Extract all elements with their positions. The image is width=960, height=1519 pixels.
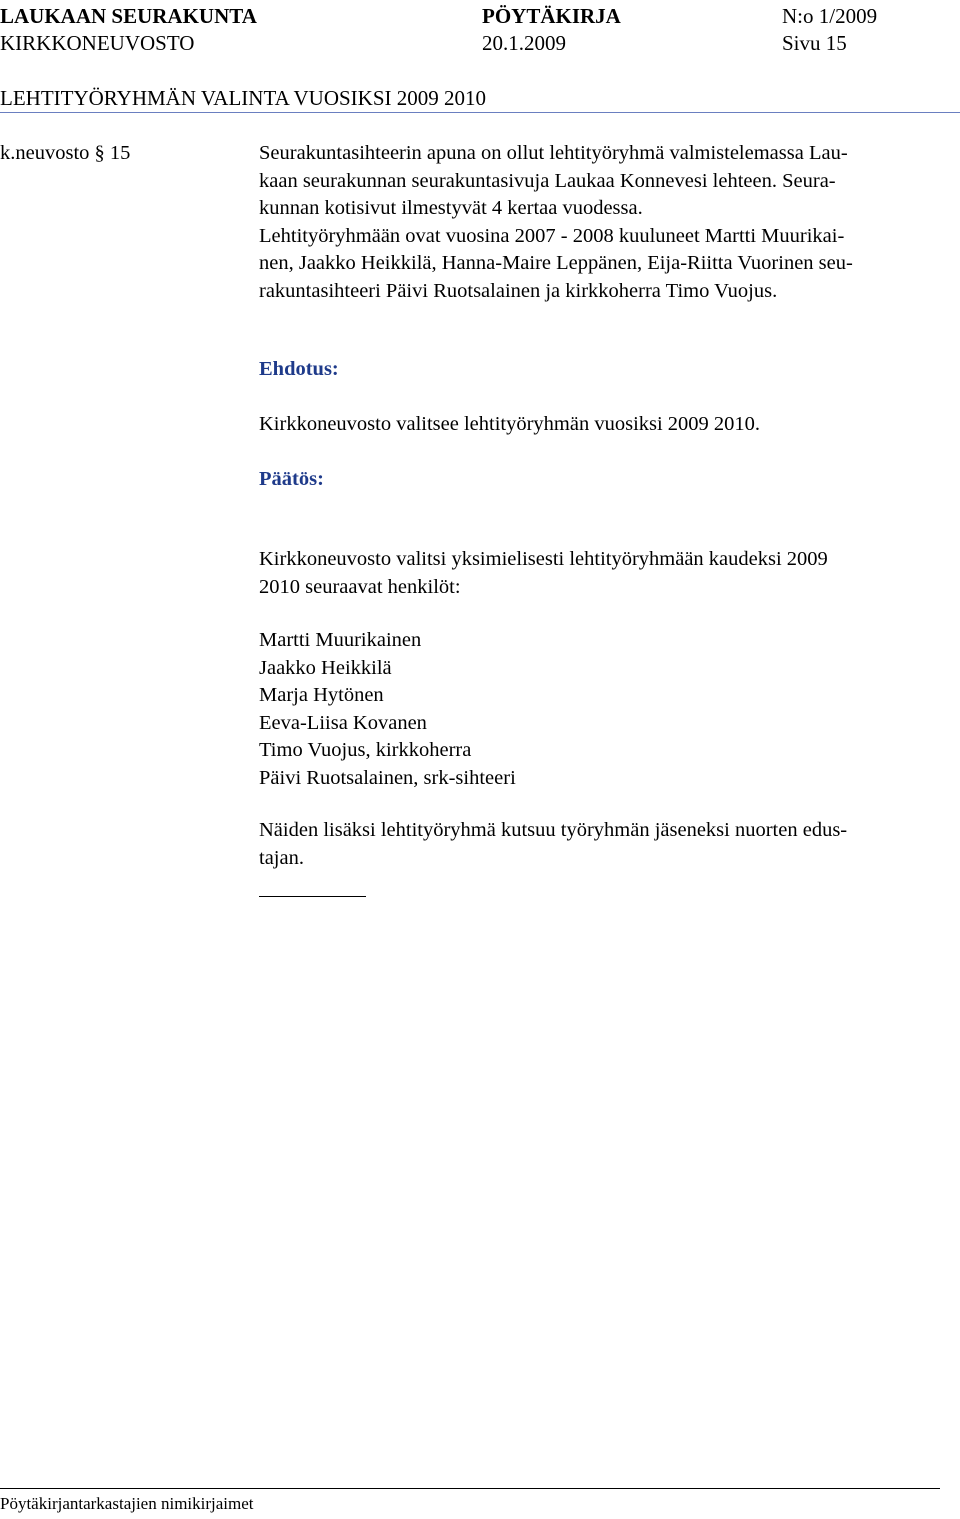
end-rule <box>259 896 366 897</box>
governing-body: KIRKKONEUVOSTO <box>0 31 195 55</box>
footer-initials-label: Pöytäkirjantarkastajien nimikirjaimet <box>0 1494 254 1513</box>
closing-paragraph <box>259 817 847 872</box>
proposal-text: Kirkkoneuvosto valitsee lehtityöryhmän vuosiksi 2009 2010. <box>259 413 761 435</box>
decision-line: 2010 seuraavat henkilöt: <box>259 575 461 598</box>
section-reference: k.neuvosto § 15 <box>0 142 131 164</box>
member-item: Timo Vuojus, kirkkoherra <box>259 739 472 761</box>
section-title: LEHTITYÖRYHMÄN VALINTA VUOSIKSI 2009 2010 <box>0 86 486 110</box>
member-list <box>259 627 516 792</box>
proposal-heading: Ehdotus: <box>259 358 339 380</box>
member-item: Marja Hytönen <box>259 684 384 706</box>
document-type: PÖYTÄKIRJA <box>482 4 621 28</box>
intro-line: kaan seurakunnan seurakuntasivuja Laukaa Konnevesi lehteen. Seura- <box>259 169 836 192</box>
page-number: Sivu 15 <box>782 31 847 55</box>
intro-line: rakuntasihteeri Päivi Ruotsalainen ja kirkkoherra Timo Vuojus. <box>259 279 778 302</box>
member-item: Jaakko Heikkilä <box>259 656 392 679</box>
decision-paragraph <box>259 546 828 601</box>
member-item: Päivi Ruotsalainen, srk-sihteeri <box>259 766 516 789</box>
intro-line: Lehtityöryhmään ovat vuosina 2007 - 2008 kuuluneet Martti Muurikai- <box>259 224 845 247</box>
member-item: Martti Muurikainen <box>259 629 422 651</box>
member-item: Eeva-Liisa Kovanen <box>259 711 427 734</box>
intro-line: Seurakuntasihteerin apuna on ollut lehtityöryhmä valmistelemassa Lau- <box>259 142 848 164</box>
intro-line: nen, Jaakko Heikkilä, Hanna-Maire Leppänen, Eija-Riitta Vuorinen seu- <box>259 252 853 274</box>
decision-line: Kirkkoneuvosto valitsi yksimielisesti lehtityöryhmään kaudeksi 2009 <box>259 548 828 570</box>
organization-name: LAUKAAN SEURAKUNTA <box>0 4 257 28</box>
document-number: N:o 1/2009 <box>782 4 878 28</box>
intro-paragraph <box>259 140 853 305</box>
intro-line: kunnan kotisivut ilmestyvät 4 kertaa vuodessa. <box>259 197 643 219</box>
closing-line: tajan. <box>259 846 304 869</box>
footer-rule <box>0 1488 940 1489</box>
header-rule <box>0 112 960 113</box>
closing-line: Näiden lisäksi lehtityöryhmä kutsuu työryhmän jäseneksi nuorten edus- <box>259 819 848 841</box>
meeting-date: 20.1.2009 <box>482 31 566 55</box>
decision-heading: Päätös: <box>259 468 324 490</box>
